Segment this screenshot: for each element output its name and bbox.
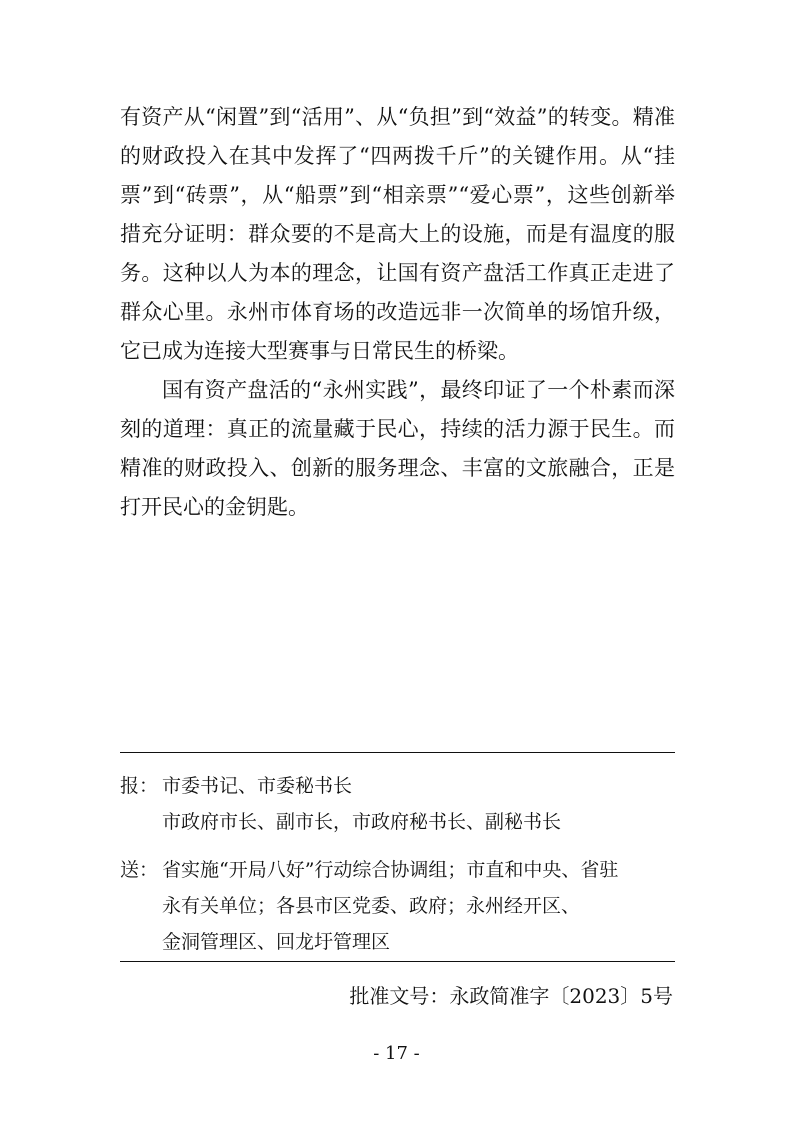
send-to-label: 送： xyxy=(120,859,159,881)
approval-number: 批准文号：永政简准字〔2023〕5号 xyxy=(349,984,673,1008)
report-to-section xyxy=(120,768,675,840)
paragraph-2: 国有资产盘活的“永州实践”，最终印证了一个朴素而深刻的道理：真正的流量藏于民心，持续的活力源于民生。而精准的财政投入、创新的服务理念、丰富的文旅融合，正是打开民心的金钥匙。 xyxy=(120,378,675,519)
article-body xyxy=(120,98,675,527)
report-to-line: 市政府市长、副市长，市政府秘书长、副秘书长 xyxy=(162,811,562,833)
send-to-line: 金洞管理区、回龙圩管理区 xyxy=(162,931,391,953)
report-to-label: 报： xyxy=(120,775,159,797)
distribution-top-rule xyxy=(120,752,675,753)
distribution-bottom-rule xyxy=(120,961,675,962)
page-number: - 17 - xyxy=(373,1043,420,1064)
send-to-line: 永有关单位；各县市区党委、政府；永州经开区、 xyxy=(162,895,581,917)
paragraph-1: 有资产从“闲置”到“活用”、从“负担”到“效益”的转变。精准的财政投入在其中发挥了“四两拨千斤”的关键作用。从“挂票”到“砖票”，从“船票”到“相亲票”“爱心票”，这些创新举措充分证明：群众要的不是高大上的设施，而是有温度的服务。这种以人为本的理念，让国有资产盘活工作真正走进了群众心里。永州市体育场的改造远非一次简单的场馆升级，它已成为连接大型赛事与日常民生的桥梁。 xyxy=(120,105,675,363)
report-to-line: 市委书记、市委秘书长 xyxy=(162,775,353,797)
send-to-section xyxy=(120,852,675,960)
send-to-line: 省实施“开局八好”行动综合协调组；市直和中央、省驻 xyxy=(162,859,619,881)
